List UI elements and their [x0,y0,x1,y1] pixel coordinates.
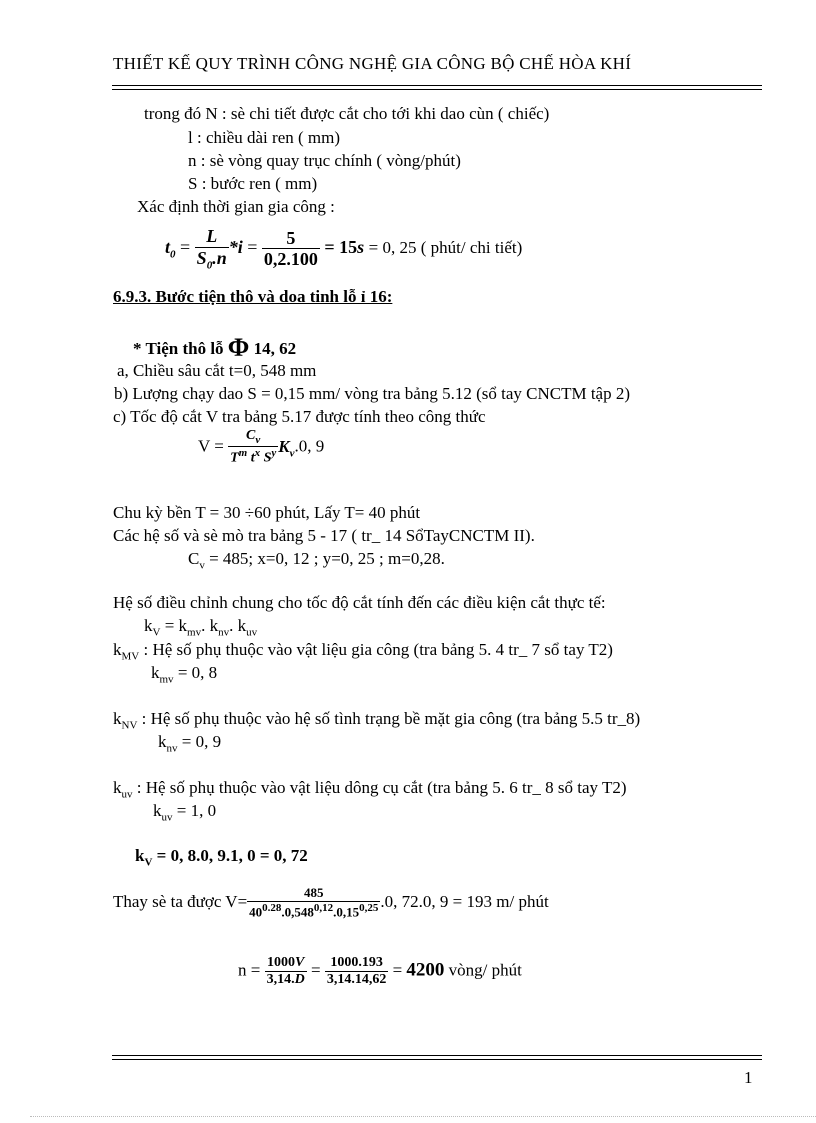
kuv-value: = 1, 0 [176,801,217,820]
footer-rule-bottom [112,1059,762,1060]
footer-rule-top [112,1055,762,1056]
definition-n-rpm: n : sè vòng quay trục chính ( vòng/phút) [188,151,461,170]
phi-symbol: Φ [227,333,250,362]
substitution-prefix: Thay sè ta được V= [113,892,248,912]
definition-n: trong đó N : sè chi tiết được cắt cho tới khi dao cùn ( chiếc) [144,104,550,123]
knv-value: = 0, 9 [181,732,222,751]
kv-product: $k_V = k_{mv}$. $k_{nv}$. $k_{uv}$ [144,616,258,639]
speed-substitution-formula: Thay sè ta được V= $\frac{485}{40^{0.28}.0,548^{0,12}.0,15^{0,25}}$ .0, 72.0, 9 = 193 m/ phút [113,885,549,920]
substitution-numerator: 485 [247,886,380,902]
tool-life-line: Chu kỳ bền T = 30 ÷60 phút, Lấy T= 40 phút [113,503,421,522]
kuv-value-line: $k_{uv} = 1$, 0 [153,801,217,824]
page-number: 1 [744,1068,753,1087]
section-heading: 6.9.3. Bước tiện thô và doa tinh lỗ ỉ 16: [113,287,393,306]
speed-line: c) Tốc độ cắt V tra bảng 5.17 được tính theo công thức [113,407,486,426]
cut-depth-line: a, Chiều sâu cắt t=0, 548 mm [117,361,317,380]
kmv-value-line: $k_{mv} = 0$, 8 [151,663,218,686]
cutting-speed-formula: V = $\frac{C_v}{T^m t^x S^y}$ $K_v.0$, 9 [198,428,325,467]
definition-l: l : chiều dài ren ( mm) [188,128,341,147]
kmv-description: : Hệ số phụ thuộc vào vật liệu gia công (tra bảng 5. 4 tr_ 7 sổ tay T2) [143,640,613,659]
kv-result: = 0, 8.0, 9.1, 0 = 0, 72 [156,846,308,865]
rough-turning-diameter: 14, 62 [253,339,297,358]
kmv-value: = 0, 8 [177,663,218,682]
substitution-tail: .0, 72.0, 9 = 193 m/ phút [380,892,549,912]
spindle-speed-unit: vòng/ phút [448,960,522,980]
header-rule-bottom [112,89,762,90]
rough-turning-title [133,333,296,363]
cutting-speed-tail: .0, 9 [294,436,325,456]
feed-line: b) Lượng chạy dao S = 0,15 mm/ vòng tra bảng 5.12 (sổ tay CNCTM tập 2) [114,384,631,403]
cv-values: = 485; x=0, 12 ; y=0, 25 ; m=0,28. [209,549,445,568]
coefficients-source-line: Các hệ số và sè mò tra bảng 5 - 17 ( tr_ 14 SổTayCNCTM II). [113,526,535,545]
time-intro: Xác định thời gian gia công : [137,197,335,216]
knv-value-line: $k_{nv} = 0$, 9 [158,732,222,755]
kuv-line: $k_{uv}$ : Hệ số phụ thuộc vào vật liệu dông cụ cắt (tra bảng 5. 6 tr_ 8 sổ tay T2) [113,778,627,801]
page-header-title: THIẾT KẾ QUY TRÌNH CÔNG NGHỆ GIA CÔNG BỘ CHẾ HÒA KHÍ [113,54,632,73]
rough-turning-label: * Tiện thô lỗ [133,339,224,358]
knv-description: : Hệ số phụ thuộc vào hệ số tình trạng bề mặt gia công (tra bảng 5.5 tr_8) [141,709,641,728]
knv-line: $k_{NV}$ : Hệ số phụ thuộc vào hệ số tình trạng bề mặt gia công (tra bảng 5.5 tr_8) [113,709,641,732]
spindle-speed-value: 4200 [406,959,445,981]
header-rule-top [112,85,762,86]
kmv-line: $k_{MV}$ : Hệ số phụ thuộc vào vật liệu gia công (tra bảng 5. 4 tr_ 7 sổ tay T2) [113,640,613,663]
spindle-speed-formula: n = $\frac{1000V}{3,14.D}$ = $\frac{1000.193}{3,14.14,62}$ = 4200 vòng/ phút [238,955,522,988]
definition-s: S : bước ren ( mm) [188,174,318,193]
coefficient-intro: Hệ số điều chỉnh chung cho tốc độ cắt tính đến các điều kiện cắt thực tế: [113,593,606,612]
machining-time-formula: $t_0$ = $\frac{L}{S_0.n}$ *i = $\frac{5}{0,2.100}$ = 15s = 0, 25 ( phút/ chi tiết) [165,226,523,272]
machining-time-result: = 0, 25 ( phút/ chi tiết) [368,238,523,258]
kv-result-line: $k_V = 0$, 8.0, 9.1, 0 = 0, 72 [135,846,308,869]
cv-coefficients: $C_v = 485$; x=0, 12 ; y=0, 25 ; m=0,28. [188,549,445,572]
page-edge [30,1116,816,1117]
kuv-description: : Hệ số phụ thuộc vào vật liệu dông cụ cắt (tra bảng 5. 6 tr_ 8 sổ tay T2) [136,778,627,797]
